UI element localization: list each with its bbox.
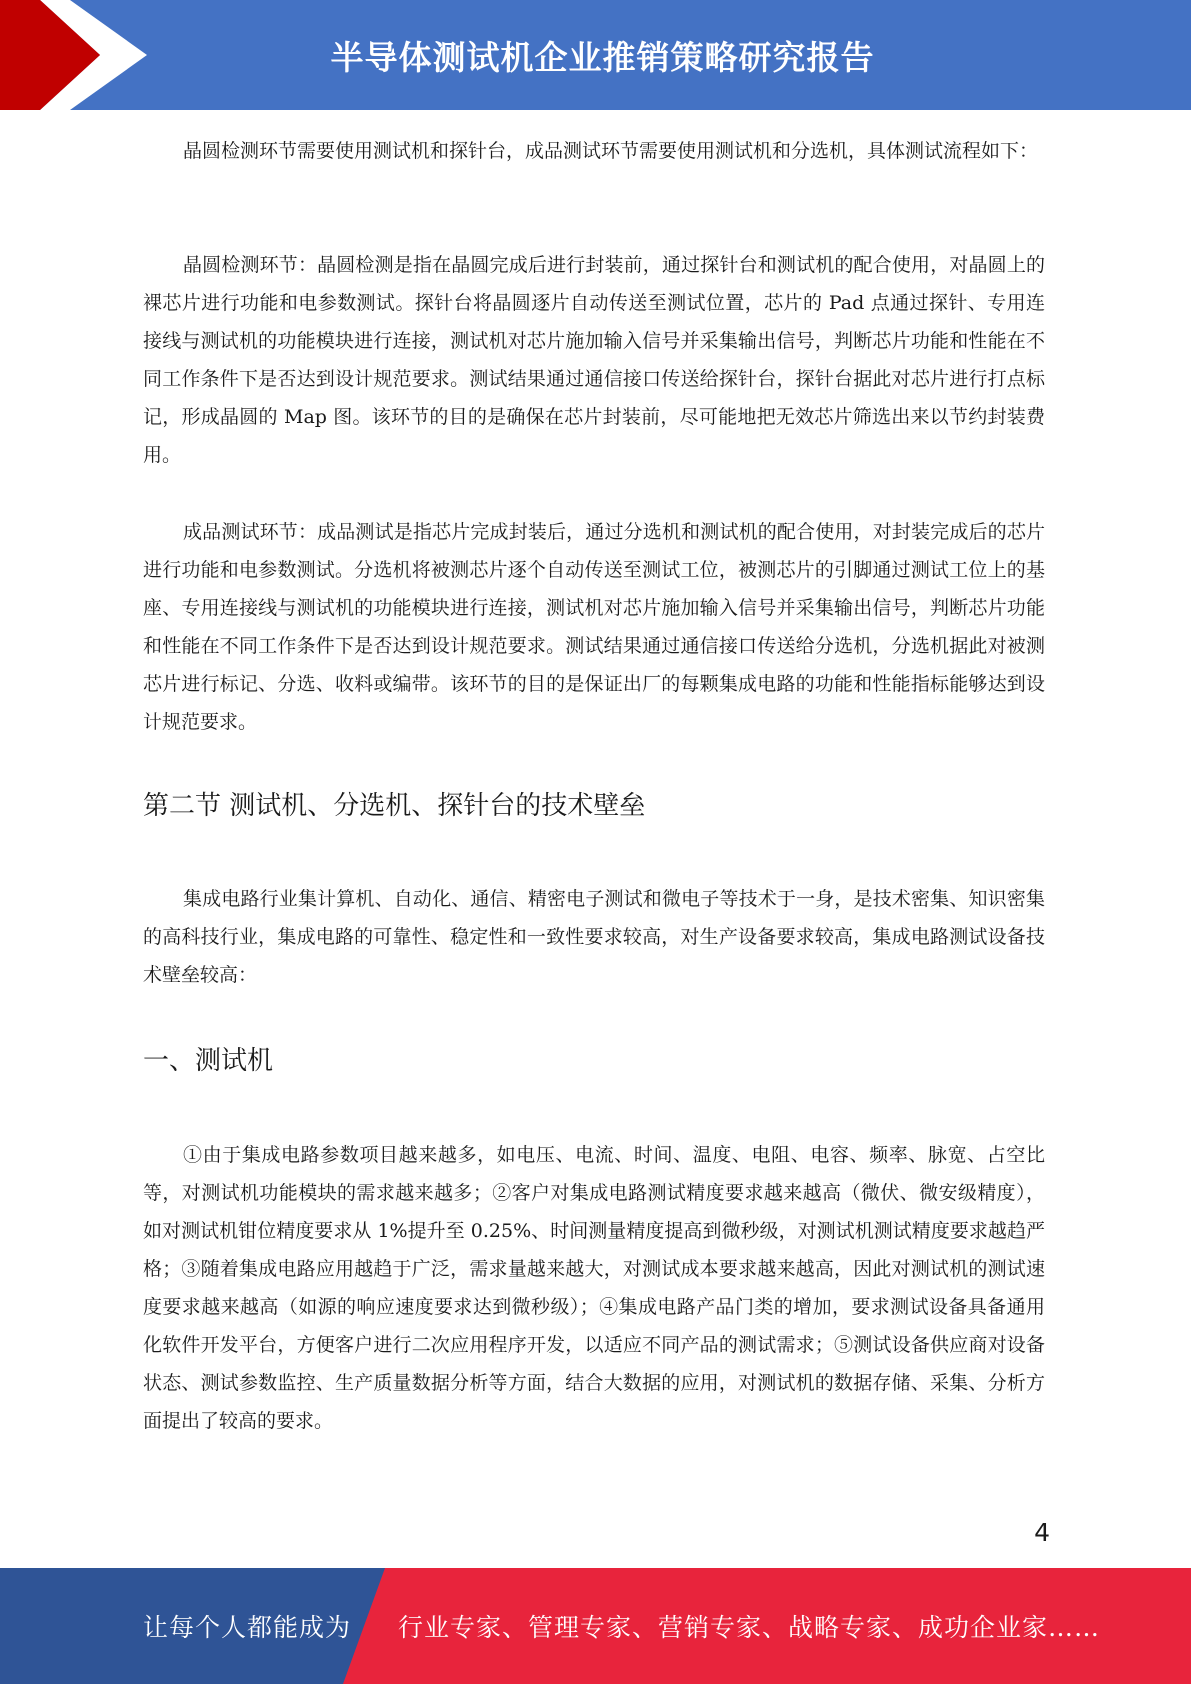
page-footer [0, 1568, 1191, 1684]
report-title: 半导体测试机企业推销策略研究报告 [330, 37, 875, 77]
subsection-heading: 一、测试机 [143, 1046, 274, 1076]
footer-slogan-left: 让每个人都能成为 [143, 1613, 352, 1642]
section-heading: 第二节 测试机、分选机、探针台的技术壁垒 [143, 791, 646, 821]
paragraph-tech-barriers: 集成电路行业集计算机、自动化、通信、精密电子测试和微电子等技术于一身，是技术密集、知识密集的高科技行业，集成电路的可靠性、稳定性和一致性要求较高，对生产设备要求较高，集成电路测试设备技术壁垒较高： [143, 888, 1045, 986]
footer-slogan-right: 行业专家、管理专家、营销专家、战略专家、成功企业家…… [398, 1613, 1101, 1642]
paragraph-final-test: 成品测试环节：成品测试是指芯片完成封装后，通过分选机和测试机的配合使用，对封装完成后的芯片进行功能和电参数测试。分选机将被测芯片逐个自动传送至测试工位，被测芯片的引脚通过测试工位上的基座、专用连接线与测试机的功能模块进行连接，测试机对芯片施加输入信号并采集输出信号，判断芯片功能和性能在不同工作条件下是否达到设计规范要求。测试结果通过通信接口传送给分选机，分选机据此对被测芯片进行标记、分选、收料或编带。该环节的目的是保证出厂的每颗集成电路的功能和性能指标能够达到设计规范要求。 [143, 521, 1045, 733]
paragraph-tester-requirements: ①由于集成电路参数项目越来越多，如电压、电流、时间、温度、电阻、电容、频率、脉宽、占空比等，对测试机功能模块的需求越来越多；②客户对集成电路测试精度要求越来越高（微伏、微安级精度），如对测试机钳位精度要求从 1%提升至 0.25%、时间测量精度提高到微秒级，对测试机测试精度要求越趋严格；③随着集成电路应用越趋于广泛，需求量越来越大，对测试成本要求越来越高，因此对测试机的测试速度要求越来越高（如源的响应速度要求达到微秒级）；④集成电路产品门类的增加，要求测试设备具备通用化软件开发平台，方便客户进行二次应用程序开发，以适应不同产品的测试需求；⑤测试设备供应商对设备状态、测试参数监控、生产质量数据分析等方面，结合大数据的应用，对测试机的数据存储、采集、分析方面提出了较高的要求。 [143, 1144, 1045, 1432]
page-header [0, 0, 1191, 110]
page-number: 4 [1034, 1518, 1050, 1547]
paragraph-intro: 晶圆检测环节需要使用测试机和探针台，成品测试环节需要使用测试机和分选机，具体测试流程如下： [183, 140, 1039, 162]
paragraph-wafer-test: 晶圆检测环节：晶圆检测是指在晶圆完成后进行封装前，通过探针台和测试机的配合使用，对晶圆上的裸芯片进行功能和电参数测试。探针台将晶圆逐片自动传送至测试位置，芯片的 Pad 点通过探针、专用连接线与测试机的功能模块进行连接，测试机对芯片施加输入信号并采集输出信号，判断芯片功能和性能在不同工作条件下是否达到设计规范要求。测试结果通过通信接口传送给探针台，探针台据此对芯片进行打点标记，形成晶圆的 Map 图。该环节的目的是确保在芯片封装前，尽可能地把无效芯片筛选出来以节约封装费用。 [143, 254, 1045, 466]
